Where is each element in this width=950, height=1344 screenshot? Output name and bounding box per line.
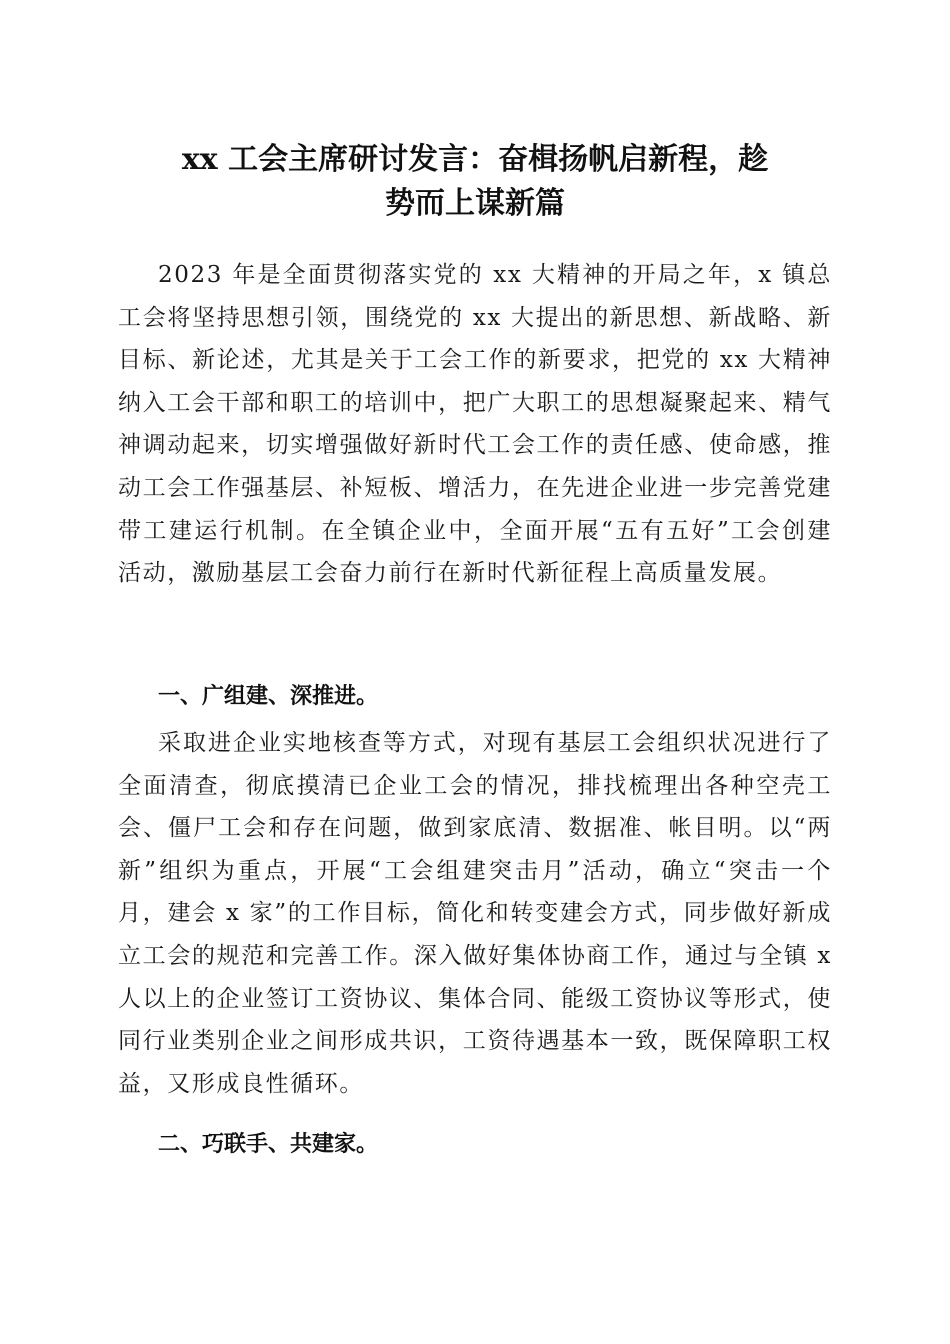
title-line-2: 势而上谋新篇 xyxy=(385,186,565,221)
section-1-paragraph: 采取进企业实地核查等方式，对现有基层工会组织状况进行了全面清查，彻底摸清已企业工会的情况，排找梳理出各种空壳工会、僵尸工会和存在问题，做到家底清、数据准、帐目明。以“两新”组织为重点，开展“工会组建突击月”活动，确立“突击一个月，建会 x 家”的工作目标，简化和转变建会方式，同步做好新成立工会的规范和完善工作。深入做好集体协商工作，通过与全镇 x 人以上的企业签订工资协议、集体合同、能级工资协议等形式，使同行业类别企业之间形成共识，工资待遇基本一致，既保障职工权益，又形成良性循环。 xyxy=(118,730,832,1097)
title-line-1: xx 工会主席研讨发言：奋楫扬帆启新程，趁 xyxy=(181,142,769,177)
document-title xyxy=(120,138,830,226)
section-heading-2: 二、巧联手、共建家。 xyxy=(158,1132,379,1157)
section-heading-1: 一、广组建、深推进。 xyxy=(158,684,379,709)
intro-paragraph: 2023 年是全面贯彻落实党的 xx 大精神的开局之年，x 镇总工会将坚持思想引领，围绕党的 xx 大提出的新思想、新战略、新目标、新论述，尤其是关于工会工作的新要求，把党的 xx 大精神纳入工会干部和职工的培训中，把广大职工的思想凝聚起来、精气神调动起来，切实增强做好新时代工会工作的责任感、使命感，推动工会工作强基层、补短板、增活力，在先进企业进一步完善党建带工建运行机制。在全镇企业中，全面开展“五有五好”工会创建活动，激励基层工会奋力前行在新时代新征程上高质量发展。 xyxy=(118,262,832,587)
